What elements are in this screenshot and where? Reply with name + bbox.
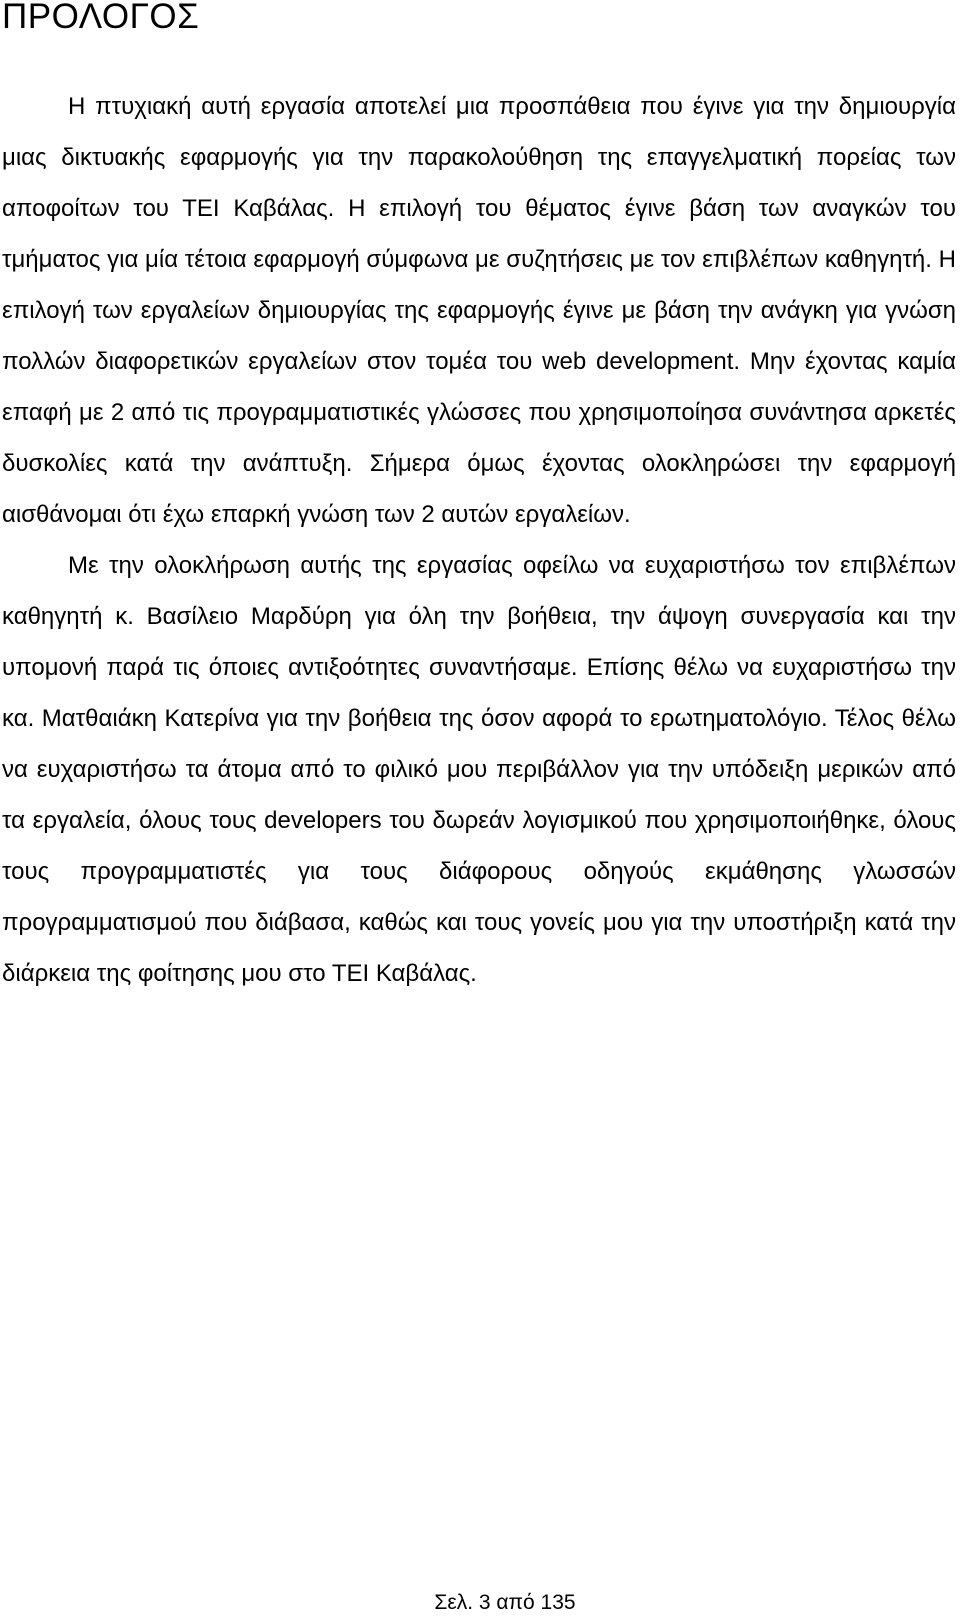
document-body bbox=[2, 81, 956, 999]
paragraph-acknowledgements: Με την ολοκλήρωση αυτής της εργασίας οφείλω να ευχαριστήσω τον επιβλέπων καθηγητή κ. Βασίλειο Μαρδύρη για όλη την βοήθεια, την άψογη συνεργασία και την υπομονή παρά τις όποιες αντιξοότητες συναντήσαμε. Επίσης θέλω να ευχαριστήσω την κα. Ματθαιάκη Κατερίνα για την βοήθεια της όσον αφορά το ερωτηματολόγιο. Τέλος θέλω να ευχαριστήσω τα άτομα από το φιλικό μου περιβάλλον για την υπόδειξη μερικών από τα εργαλεία, όλους τους developers του δωρεάν λογισμικού που χρησιμοποιήθηκε, όλους τους προγραμματιστές για τους διάφορους οδηγούς εκμάθησης γλωσσών προγραμματισμού που διάβασα, καθώς και τους γονείς μου για την υποστήριξη κατά την διάρκεια της φοίτησης μου στο ΤΕΙ Καβάλας. bbox=[2, 552, 956, 987]
page-number-footer: Σελ. 3 από 135 bbox=[434, 1591, 576, 1614]
page-title: ΠΡΟΛΟΓΟΣ bbox=[2, 0, 200, 36]
paragraph-introduction: Η πτυχιακή αυτή εργασία αποτελεί μια προσπάθεια που έγινε για την δημιουργία μιας δικτυακής εφαρμογής για την παρακολούθηση της επαγγελματική πορείας των αποφοίτων του ΤΕΙ Καβάλας. Η επιλογή του θέματος έγινε βάση των αναγκών του τμήματος για μία τέτοια εφαρμογή σύμφωνα με συζητήσεις με τον επιβλέπων καθηγητή. Η επιλογή των εργαλείων δημιουργίας της εφαρμογής έγινε με βάση την ανάγκη για γνώση πολλών διαφορετικών εργαλείων στον τομέα του web development. Μην έχοντας καμία επαφή με 2 από τις προγραμματιστικές γλώσσες που χρησιμοποίησα συνάντησα αρκετές δυσκολίες κατά την ανάπτυξη. Σήμερα όμως έχοντας ολοκληρώσει την εφαρμογή αισθάνομαι ότι έχω επαρκή γνώση των 2 αυτών εργαλείων. bbox=[2, 93, 956, 528]
